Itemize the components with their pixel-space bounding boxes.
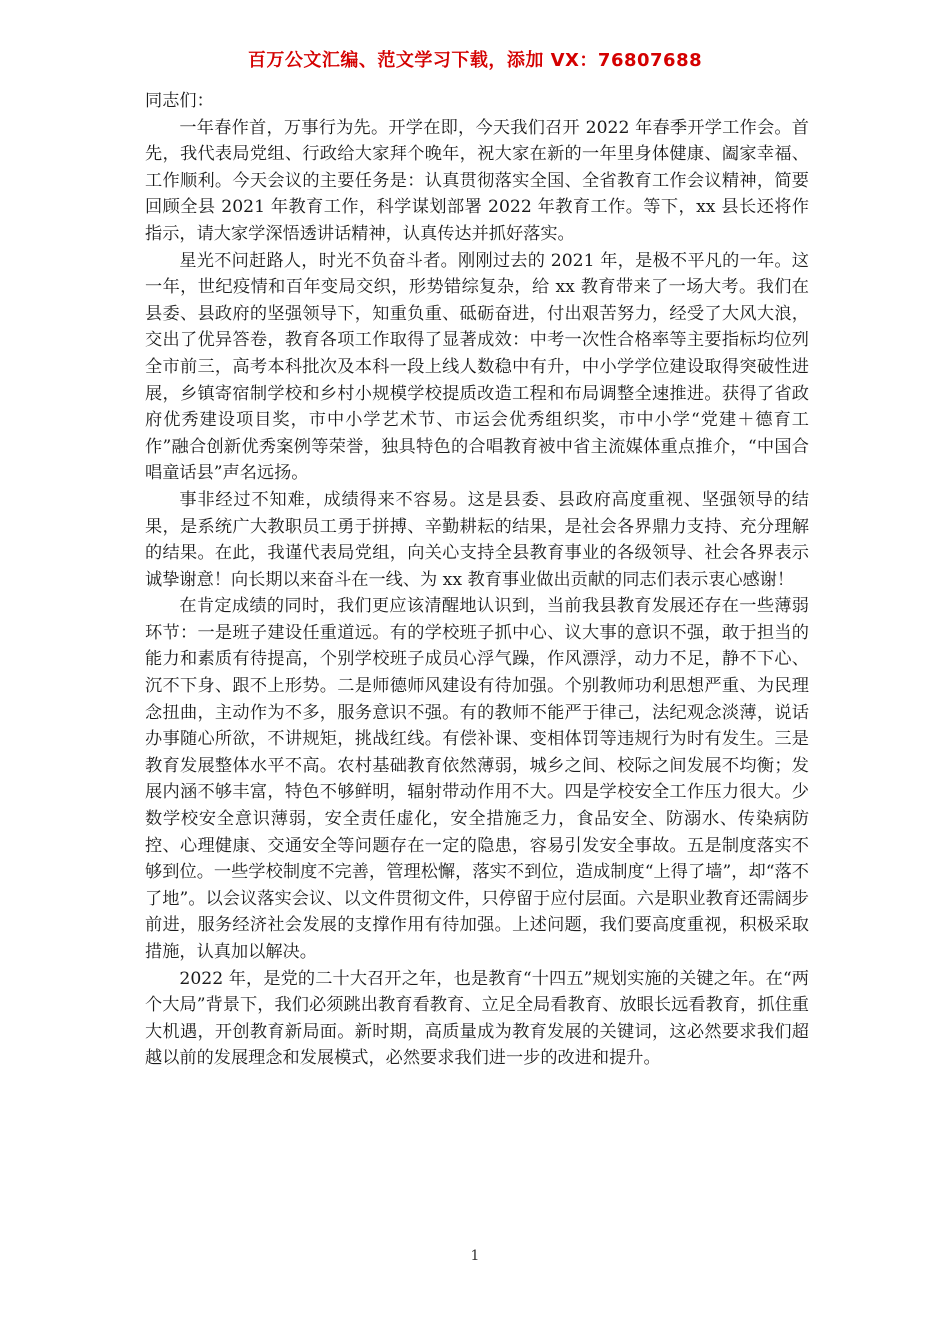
paragraph-opening: 一年春作首，万事行为先。开学在即，今天我们召开 2022 年春季开学工作会。首先，我代表局党组、行政给大家拜个晚年，祝大家在新的一年里身体健康、阖家幸福、工作顺利。今天会议的主要任务是：认真贯彻落实全国、全省教育工作会议精神，简要回顾全县 2021 年教育工作，科学谋划部署 2022 年教育工作。等下，xx 县长还将作指示，请大家学深悟透讲话精神，认真传达并抓好落实。 (145, 117, 809, 244)
header-banner: 百万公文汇编、范文学习下载，添加 VX：76807688 (247, 50, 703, 71)
paragraph-review-2021: 星光不问赶路人，时光不负奋斗者。刚刚过去的 2021 年，是极不平凡的一年。这一年，世纪疫情和百年变局交织，形势错综复杂，给 xx 教育带来了一场大考。我们在县委、县政府的坚强领导下，知重负重、砥砺奋进，付出艰苦努力，经受了大风大浪，交出了优异答卷，教育各项工作取得了显著成效：中考一次性合格率等主要指标均位列全市前三，高考本科批次及本科一段上线人数稳中有升，中小学学位建设取得突破性进展，乡镇寄宿制学校和乡村小规模学校提质改造工程和布局调整全速推进。获得了省政府优秀建设项目奖，市中小学艺术节、市运会优秀组织奖，市中小学“党建＋德育工作”融合创新优秀案例等荣誉，独具特色的合唱教育被中省主流媒体重点推介，“中国合唱童话县”声名远扬。 (145, 250, 809, 484)
page-number: 1 (470, 1248, 480, 1264)
paragraph-outlook-2022: 2022 年，是党的二十大召开之年，也是教育“十四五”规划实施的关键之年。在“两个大局”背景下，我们必须跳出教育看教育、立足全局看教育、放眼长远看教育，抓住重大机遇，开创教育新局面。新时期，高质量成为教育发展的关键词，这必然要求我们超越以前的发展理念和发展模式，必然要求我们进一步的改进和提升。 (145, 968, 809, 1069)
paragraph-weaknesses: 在肯定成绩的同时，我们更应该清醒地认识到，当前我县教育发展还存在一些薄弱环节：一是班子建设任重道远。有的学校班子抓中心、议大事的意识不强，敢于担当的能力和素质有待提高，个别学校班子成员心浮气躁，作风漂浮，动力不足，静不下心、沉不下身、跟不上形势。二是师德师风建设有待加强。个别教师功利思想严重、为民理念扭曲，主动作为不多，服务意识不强。有的教师不能严于律己，法纪观念淡薄，说话办事随心所欲，不讲规矩，挑战红线。有偿补课、变相体罚等违规行为时有发生。三是教育发展整体水平不高。农村基础教育依然薄弱，城乡之间、校际之间发展不均衡；发展内涵不够丰富，特色不够鲜明，辐射带动作用不大。四是学校安全工作压力很大。少数学校安全意识薄弱，安全责任虚化，安全措施乏力，食品安全、防溺水、传染病防控、心理健康、交通安全等问题存在一定的隐患，容易引发安全事故。五是制度落实不够到位。一些学校制度不完善，管理松懈，落实不到位，造成制度“上得了墙”，却“落不了地”。以会议落实会议、以文件贯彻文件，只停留于应付层面。六是职业教育还需阔步前进，服务经济社会发展的支撑作用有待加强。上述问题，我们要高度重视，积极采取措施，认真加以解决。 (145, 596, 809, 962)
document-body (145, 88, 809, 1072)
salutation: 同志们： (145, 91, 214, 111)
paragraph-thanks: 事非经过不知难，成绩得来不容易。这是县委、县政府高度重视、坚强领导的结果，是系统广大教职员工勇于拼搏、辛勤耕耘的结果，是社会各界鼎力支持、充分理解的结果。在此，我谨代表局党组，向关心支持全县教育事业的各级领导、社会各界表示诚挚谢意！向长期以来奋斗在一线、为 xx 教育事业做出贡献的同志们表示衷心感谢！ (145, 489, 809, 590)
